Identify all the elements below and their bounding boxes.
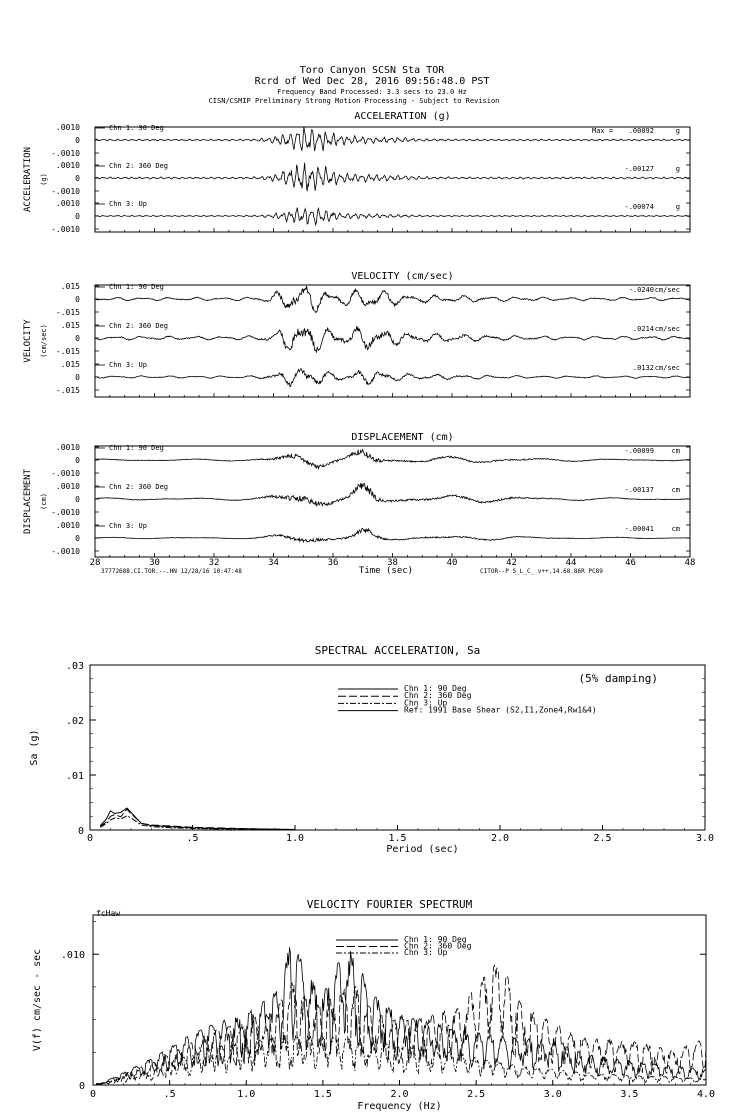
- displacement-channel-label: Chn 3: Up: [109, 522, 147, 530]
- velocity-max-unit: cm/sec: [654, 286, 680, 294]
- fourier-x-tick-label: 1.5: [313, 1089, 332, 1100]
- sa-legend-label: Chn 1: 90 Deg: [404, 684, 467, 693]
- fourier-x-tick-label: 4.0: [696, 1089, 716, 1100]
- acceleration-max-unit: g: [675, 165, 680, 173]
- acceleration-tick-label-neg: -.0010: [51, 187, 80, 196]
- displacement-tick-label-neg: -.0010: [51, 508, 80, 517]
- time-tick-label: 28: [89, 558, 101, 568]
- displacement-max-value: -.00137: [624, 486, 654, 494]
- acceleration-y-label: ACCELERATION: [23, 146, 33, 213]
- velocity-panel: [23, 271, 690, 397]
- sa-x-tick-label: 0: [86, 833, 94, 844]
- time-tick-label: 40: [446, 558, 458, 568]
- time-tick-label: 48: [684, 558, 696, 568]
- time-tick-label: 42: [506, 558, 517, 568]
- displacement-waveform: [95, 450, 690, 469]
- velocity-tick-label-pos: .015: [60, 360, 80, 369]
- velocity-channel-label: Chn 3: Up: [109, 361, 147, 369]
- velocity-max-value: -.0240: [628, 286, 654, 294]
- fourier-legend-label: Chn 3: Up: [404, 948, 448, 957]
- velocity-y-label: VELOCITY: [23, 319, 33, 363]
- acceleration-tick-label-pos: .0010: [55, 199, 80, 208]
- sa-y-label: Sa (g): [29, 729, 40, 766]
- acceleration-tick-label-pos: .0010: [55, 123, 80, 132]
- sa-legend-label: Chn 3: Up: [404, 698, 448, 708]
- acceleration-waveform: [95, 163, 690, 192]
- sa-x-label: Period (sec): [386, 844, 459, 855]
- velocity-channel-label: Chn 2: 360 Deg: [109, 322, 169, 330]
- sa-y-tick-label: .02: [65, 716, 84, 727]
- fourier-x-tick-label: 2.0: [390, 1089, 409, 1100]
- velocity-waveform: [95, 286, 690, 313]
- displacement-max-unit: cm: [671, 525, 680, 533]
- acceleration-tick-label-zero: 0: [75, 212, 80, 221]
- acceleration-max-unit: g: [675, 127, 680, 135]
- acceleration-tick-label-neg: -.0010: [51, 225, 80, 234]
- fourier-x-tick-label: 3.0: [543, 1089, 562, 1100]
- acceleration-max-value: -.00127: [624, 165, 654, 173]
- sa-y-tick-label: .01: [65, 771, 84, 782]
- displacement-channel-label: Chn 2: 360 Deg: [109, 483, 169, 491]
- time-tick-label: 30: [149, 558, 160, 568]
- fourier-y-tick-label: 0: [78, 1081, 85, 1092]
- fourier-corner-label: fcHaw: [96, 909, 121, 918]
- displacement-waveform: [95, 483, 690, 506]
- displacement-tick-label-pos: .0010: [55, 521, 80, 530]
- acceleration-channel-label: Chn 1: 90 Deg: [109, 124, 164, 132]
- acceleration-tick-label-zero: 0: [75, 174, 80, 183]
- header-band: Frequency Band Processed: 3.3 secs to 23.0 Hz: [277, 88, 467, 96]
- displacement-tick-label-zero: 0: [75, 456, 80, 465]
- sa-x-tick-label: 1.5: [388, 833, 407, 844]
- fourier-legend-label: Chn 1: 90 Deg: [404, 935, 467, 944]
- velocity-max-unit: cm/sec: [654, 364, 680, 372]
- displacement-tick-label-pos: .0010: [55, 443, 80, 452]
- velocity-waveform: [95, 369, 690, 387]
- sa-x-tick-label: 3.0: [695, 833, 715, 844]
- velocity-tick-label-pos: .015: [60, 321, 80, 330]
- time-tick-label: 46: [625, 558, 636, 568]
- spectral-acceleration-panel: [29, 644, 714, 855]
- velocity-waveform: [95, 326, 690, 353]
- fourier-panel: [32, 898, 715, 1112]
- velocity-tick-label-zero: 0: [75, 295, 80, 304]
- footer-right: CITOR--P S_L_C_ v++.14.68.86R PC89: [480, 568, 603, 575]
- displacement-channel-label: Chn 1: 90 Deg: [109, 444, 164, 452]
- sa-x-tick-label: 2.0: [490, 833, 510, 844]
- velocity-y-unit: (cm/sec): [40, 324, 48, 358]
- fourier-series-line: [96, 947, 706, 1084]
- header-station: Toro Canyon SCSN Sta TOR: [299, 65, 445, 76]
- displacement-tick-label-zero: 0: [75, 534, 80, 543]
- acceleration-panel: [23, 111, 690, 234]
- acceleration-waveform: [95, 208, 690, 225]
- sa-x-tick-label: 1.0: [285, 833, 305, 844]
- sa-y-tick-label: .03: [65, 661, 84, 672]
- fourier-title: VELOCITY FOURIER SPECTRUM: [306, 898, 473, 911]
- acceleration-max-value: .00092: [628, 127, 654, 135]
- displacement-y-unit: (cm): [40, 493, 48, 510]
- velocity-channel-label: Chn 1: 90 Deg: [109, 283, 164, 291]
- velocity-max-unit: cm/sec: [654, 325, 680, 333]
- fourier-x-tick-label: 0: [89, 1089, 97, 1100]
- sa-y-tick-label: 0: [77, 826, 84, 837]
- fourier-x-tick-label: .5: [163, 1089, 176, 1100]
- sa-legend-label: Chn 2: 360 Deg: [404, 691, 472, 701]
- fourier-series-line: [96, 1035, 706, 1085]
- sa-x-tick-label: .5: [186, 833, 199, 844]
- velocity-tick-label-neg: -.015: [55, 347, 80, 356]
- fourier-x-tick-label: 3.5: [620, 1089, 639, 1100]
- displacement-tick-label-neg: -.0010: [51, 469, 80, 478]
- fourier-x-tick-label: 2.5: [467, 1089, 486, 1100]
- displacement-tick-label-pos: .0010: [55, 482, 80, 491]
- displacement-max-value: -.00099: [624, 447, 654, 455]
- displacement-tick-label-zero: 0: [75, 495, 80, 504]
- velocity-max-value: .0214: [632, 325, 654, 333]
- displacement-tick-label-neg: -.0010: [51, 547, 80, 556]
- time-tick-label: 34: [268, 558, 279, 568]
- fourier-x-label: Frequency (Hz): [357, 1101, 442, 1112]
- acceleration-channel-label: Chn 3: Up: [109, 200, 147, 208]
- sa-x-tick-label: 2.5: [593, 833, 612, 844]
- displacement-y-label: DISPLACEMENT: [23, 468, 33, 535]
- acceleration-max-unit: g: [675, 203, 680, 211]
- sa-series-line: [100, 809, 295, 829]
- fourier-x-tick-label: 1.0: [237, 1089, 256, 1100]
- fourier-y-label: V(f) cm/sec - sec: [32, 948, 43, 1052]
- velocity-title: VELOCITY (cm/sec): [351, 271, 454, 282]
- time-tick-label: 32: [208, 558, 220, 568]
- acceleration-channel-label: Chn 2: 360 Deg: [109, 162, 169, 170]
- fourier-y-tick-label: .010: [60, 950, 85, 962]
- time-tick-label: 44: [565, 558, 577, 568]
- acceleration-tick-label-zero: 0: [75, 136, 80, 145]
- time-tick-label: 38: [387, 558, 398, 568]
- velocity-tick-label-neg: -.015: [55, 386, 80, 395]
- fourier-legend-label: Chn 2: 360 Deg: [404, 941, 472, 951]
- acceleration-max-prefix: Max =: [592, 127, 614, 135]
- header: [209, 65, 500, 105]
- displacement-max-unit: cm: [671, 447, 680, 455]
- sa-legend-label: Ref: 1991 Base Shear (S2,I1,Zone4,Rw1&4): [404, 705, 597, 715]
- acceleration-tick-label-pos: .0010: [55, 161, 80, 170]
- sa-title: SPECTRAL ACCELERATION, Sa: [314, 644, 481, 657]
- acceleration-title: ACCELERATION (g): [354, 111, 451, 122]
- sa-frame: [90, 665, 705, 830]
- header-processing: CISN/CSMIP Preliminary Strong Motion Processing - Subject to Revision: [208, 97, 500, 105]
- time-tick-label: 36: [327, 558, 339, 568]
- displacement-panel: [23, 432, 690, 557]
- velocity-tick-label-zero: 0: [75, 373, 80, 382]
- acceleration-tick-label-neg: -.0010: [51, 149, 80, 158]
- displacement-max-unit: cm: [671, 486, 680, 494]
- acceleration-y-unit: (g): [40, 173, 48, 186]
- sa-annotation: (5% damping): [578, 672, 658, 685]
- time-axis: [90, 558, 696, 576]
- header-record: Rcrd of Wed Dec 28, 2016 09:56:48.0 PST: [254, 76, 490, 87]
- time-axis-label: Time (sec): [358, 566, 414, 576]
- displacement-title: DISPLACEMENT (cm): [351, 432, 454, 443]
- acceleration-max-value: -.00074: [624, 203, 654, 211]
- velocity-max-value: .0132: [632, 364, 654, 372]
- footer-left: 37772688.CI.TOR.--.HN 12/28/16 10:47:48: [101, 568, 242, 575]
- velocity-tick-label-pos: .015: [60, 282, 80, 291]
- velocity-tick-label-neg: -.015: [55, 308, 80, 317]
- velocity-tick-label-zero: 0: [75, 334, 80, 343]
- displacement-waveform: [95, 528, 690, 542]
- displacement-max-value: -.00041: [624, 525, 654, 533]
